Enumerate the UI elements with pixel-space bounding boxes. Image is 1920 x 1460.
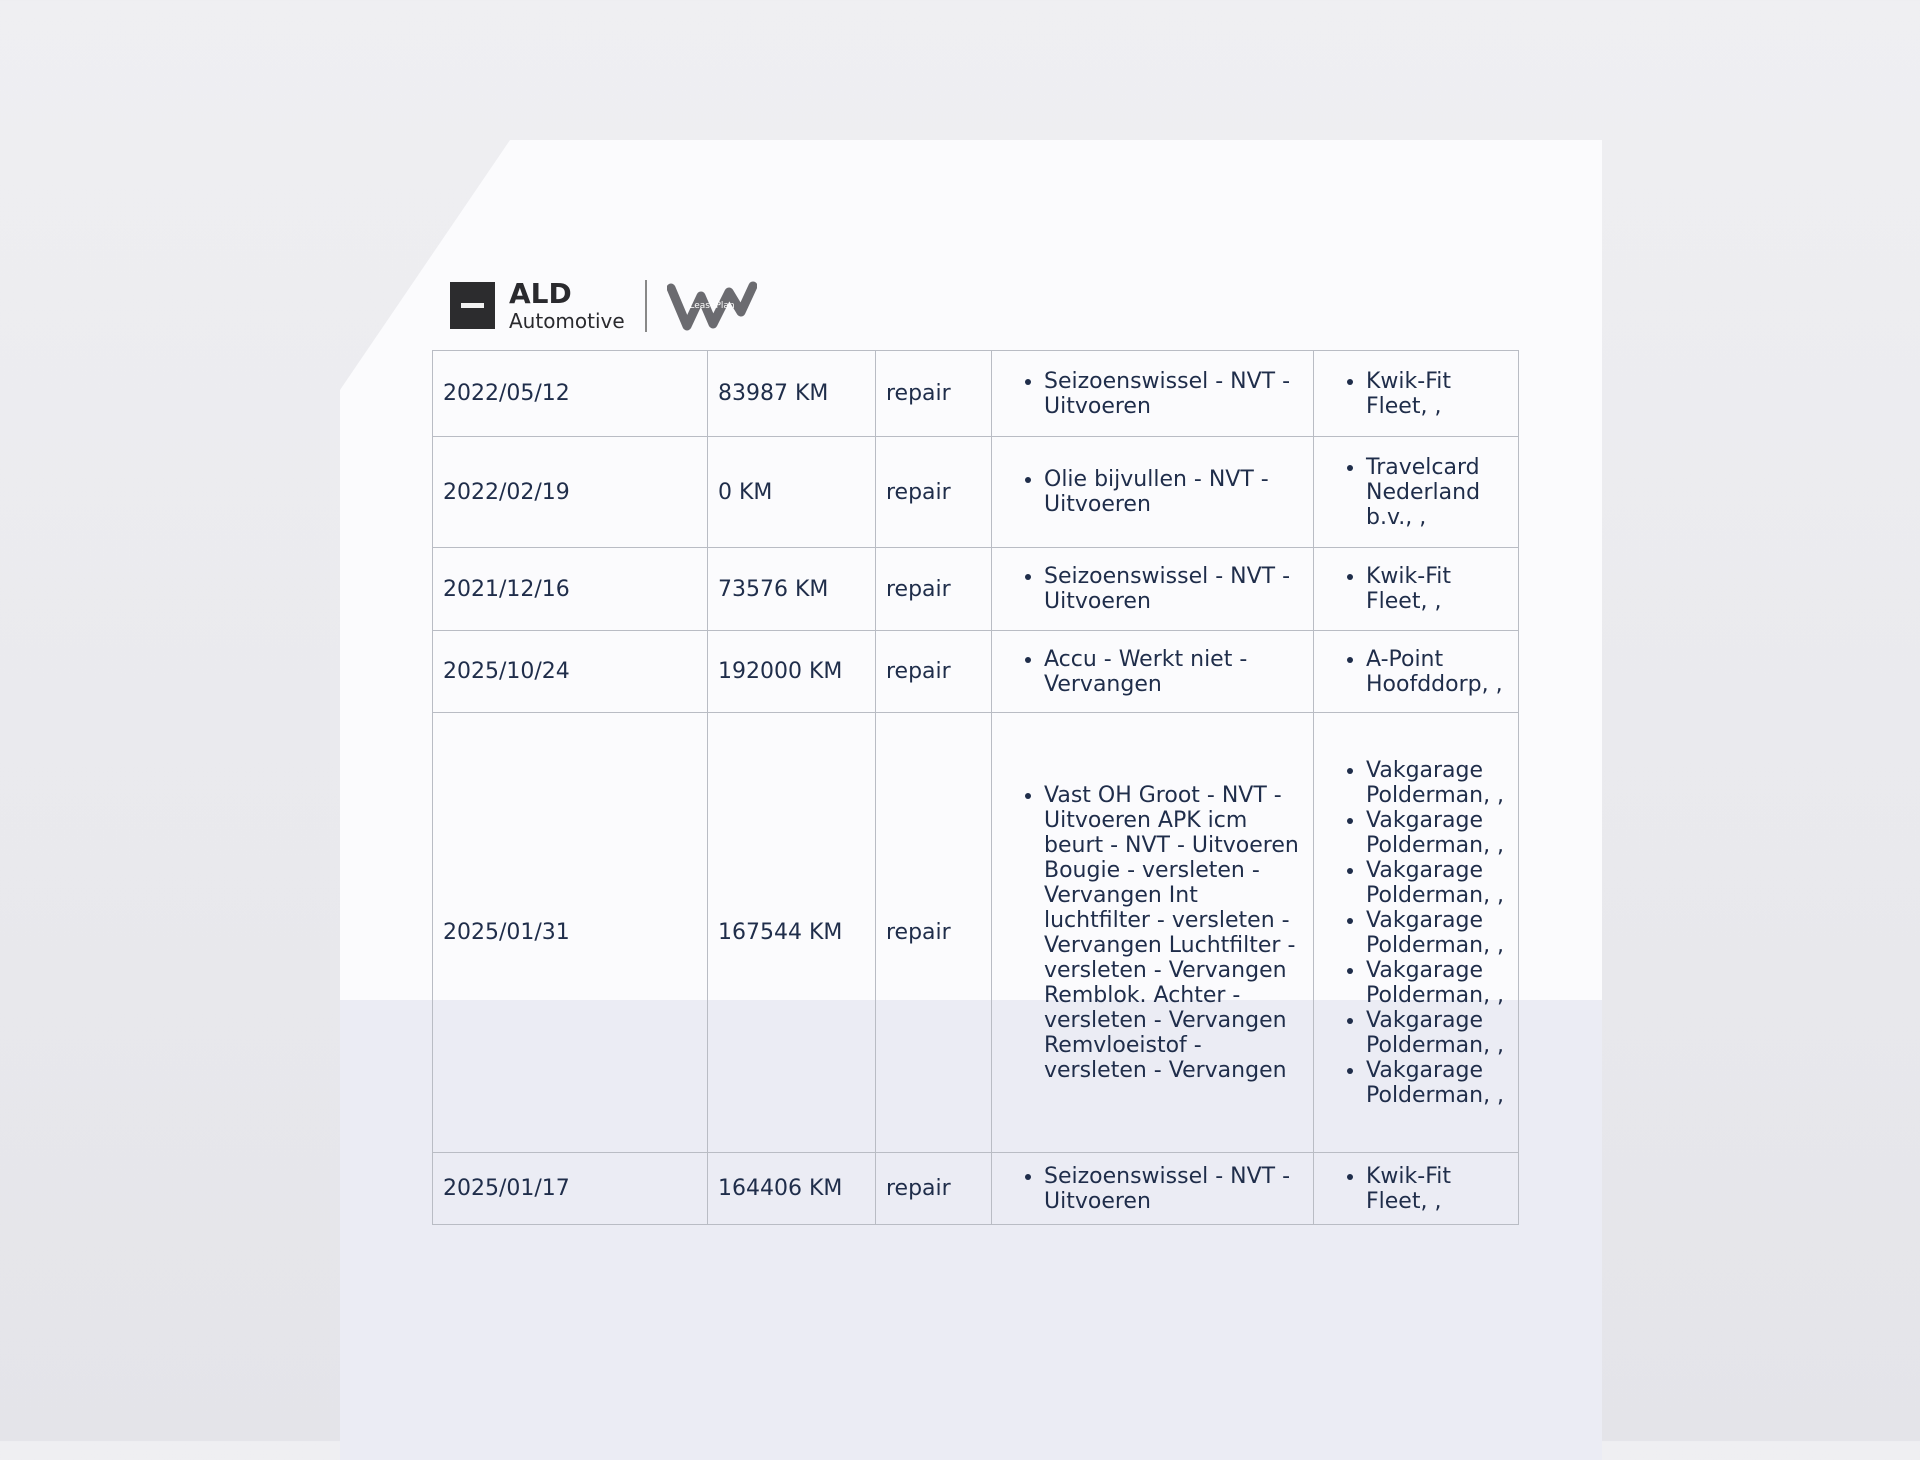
header-logos: [450, 278, 757, 333]
record-shops: [1314, 548, 1519, 631]
shop-item: • Travelcard Nederland b.v., ,: [1366, 455, 1508, 530]
record-km: 73576 KM: [708, 548, 876, 631]
table-row: [433, 713, 1519, 1153]
shop-item: • Kwik-Fit Fleet, ,: [1366, 1164, 1508, 1214]
record-shops: [1314, 631, 1519, 713]
record-type: repair: [876, 1153, 992, 1225]
ald-logo-text: [509, 277, 625, 333]
record-shops: [1314, 437, 1519, 548]
shop-item: • Kwik-Fit Fleet, ,: [1366, 369, 1508, 419]
task-item: • Seizoenswissel - NVT - Uitvoeren: [1044, 564, 1303, 614]
leaseplan-logo-text: LeasePlan: [689, 301, 735, 311]
record-date: 2021/12/16: [433, 548, 708, 631]
record-tasks: [992, 548, 1314, 631]
shop-item: • Vakgarage Polderman, ,: [1366, 808, 1508, 858]
table-row: [433, 1153, 1519, 1225]
task-item: • Seizoenswissel - NVT - Uitvoeren: [1044, 1164, 1303, 1214]
record-tasks: [992, 713, 1314, 1153]
record-type: repair: [876, 548, 992, 631]
maintenance-table: [432, 350, 1519, 1225]
leaseplan-logo-icon: [667, 278, 757, 333]
logo-divider: [645, 280, 647, 332]
record-type: repair: [876, 437, 992, 548]
record-km: 192000 KM: [708, 631, 876, 713]
record-km: 164406 KM: [708, 1153, 876, 1225]
shop-item: • Vakgarage Polderman, ,: [1366, 758, 1508, 808]
record-tasks: [992, 1153, 1314, 1225]
record-type: repair: [876, 351, 992, 437]
shop-item: • A-Point Hoofddorp, ,: [1366, 647, 1508, 697]
shop-item: • Vakgarage Polderman, ,: [1366, 1058, 1508, 1108]
record-km: 167544 KM: [708, 713, 876, 1153]
record-type: repair: [876, 713, 992, 1153]
ald-logo-mark: [450, 282, 495, 329]
task-item: • Olie bijvullen - NVT - Uitvoeren: [1044, 467, 1303, 517]
record-km: 83987 KM: [708, 351, 876, 437]
record-shops: [1314, 1153, 1519, 1225]
record-shops: [1314, 713, 1519, 1153]
task-item: • Seizoenswissel - NVT - Uitvoeren: [1044, 369, 1303, 419]
shop-item: • Kwik-Fit Fleet, ,: [1366, 564, 1508, 614]
record-km: 0 KM: [708, 437, 876, 548]
shop-item: • Vakgarage Polderman, ,: [1366, 958, 1508, 1008]
shop-item: • Vakgarage Polderman, ,: [1366, 858, 1508, 908]
record-date: 2022/02/19: [433, 437, 708, 548]
table-row: [433, 437, 1519, 548]
record-date: 2025/01/17: [433, 1153, 708, 1225]
record-tasks: [992, 437, 1314, 548]
shop-item: • Vakgarage Polderman, ,: [1366, 1008, 1508, 1058]
record-type: repair: [876, 631, 992, 713]
table-row: [433, 548, 1519, 631]
brand-bottom: Automotive: [509, 309, 625, 333]
task-item: • Accu - Werkt niet - Vervangen: [1044, 647, 1303, 697]
record-shops: [1314, 351, 1519, 437]
record-date: 2025/01/31: [433, 713, 708, 1153]
shop-item: • Vakgarage Polderman, ,: [1366, 908, 1508, 958]
record-tasks: [992, 351, 1314, 437]
record-date: 2025/10/24: [433, 631, 708, 713]
task-item: • Vast OH Groot - NVT - Uitvoeren APK icm beurt - NVT - Uitvoeren Bougie - versleten - Vervangen Int luchtfilter - versleten - Vervangen Luchtfilter - versleten - Vervangen Remblok. Achter - versleten - Vervangen Remvloeistof - versleten - Vervangen: [1044, 783, 1303, 1083]
record-date: 2022/05/12: [433, 351, 708, 437]
brand-top: ALD: [509, 277, 572, 310]
table-row: [433, 631, 1519, 713]
record-tasks: [992, 631, 1314, 713]
table-row: [433, 351, 1519, 437]
